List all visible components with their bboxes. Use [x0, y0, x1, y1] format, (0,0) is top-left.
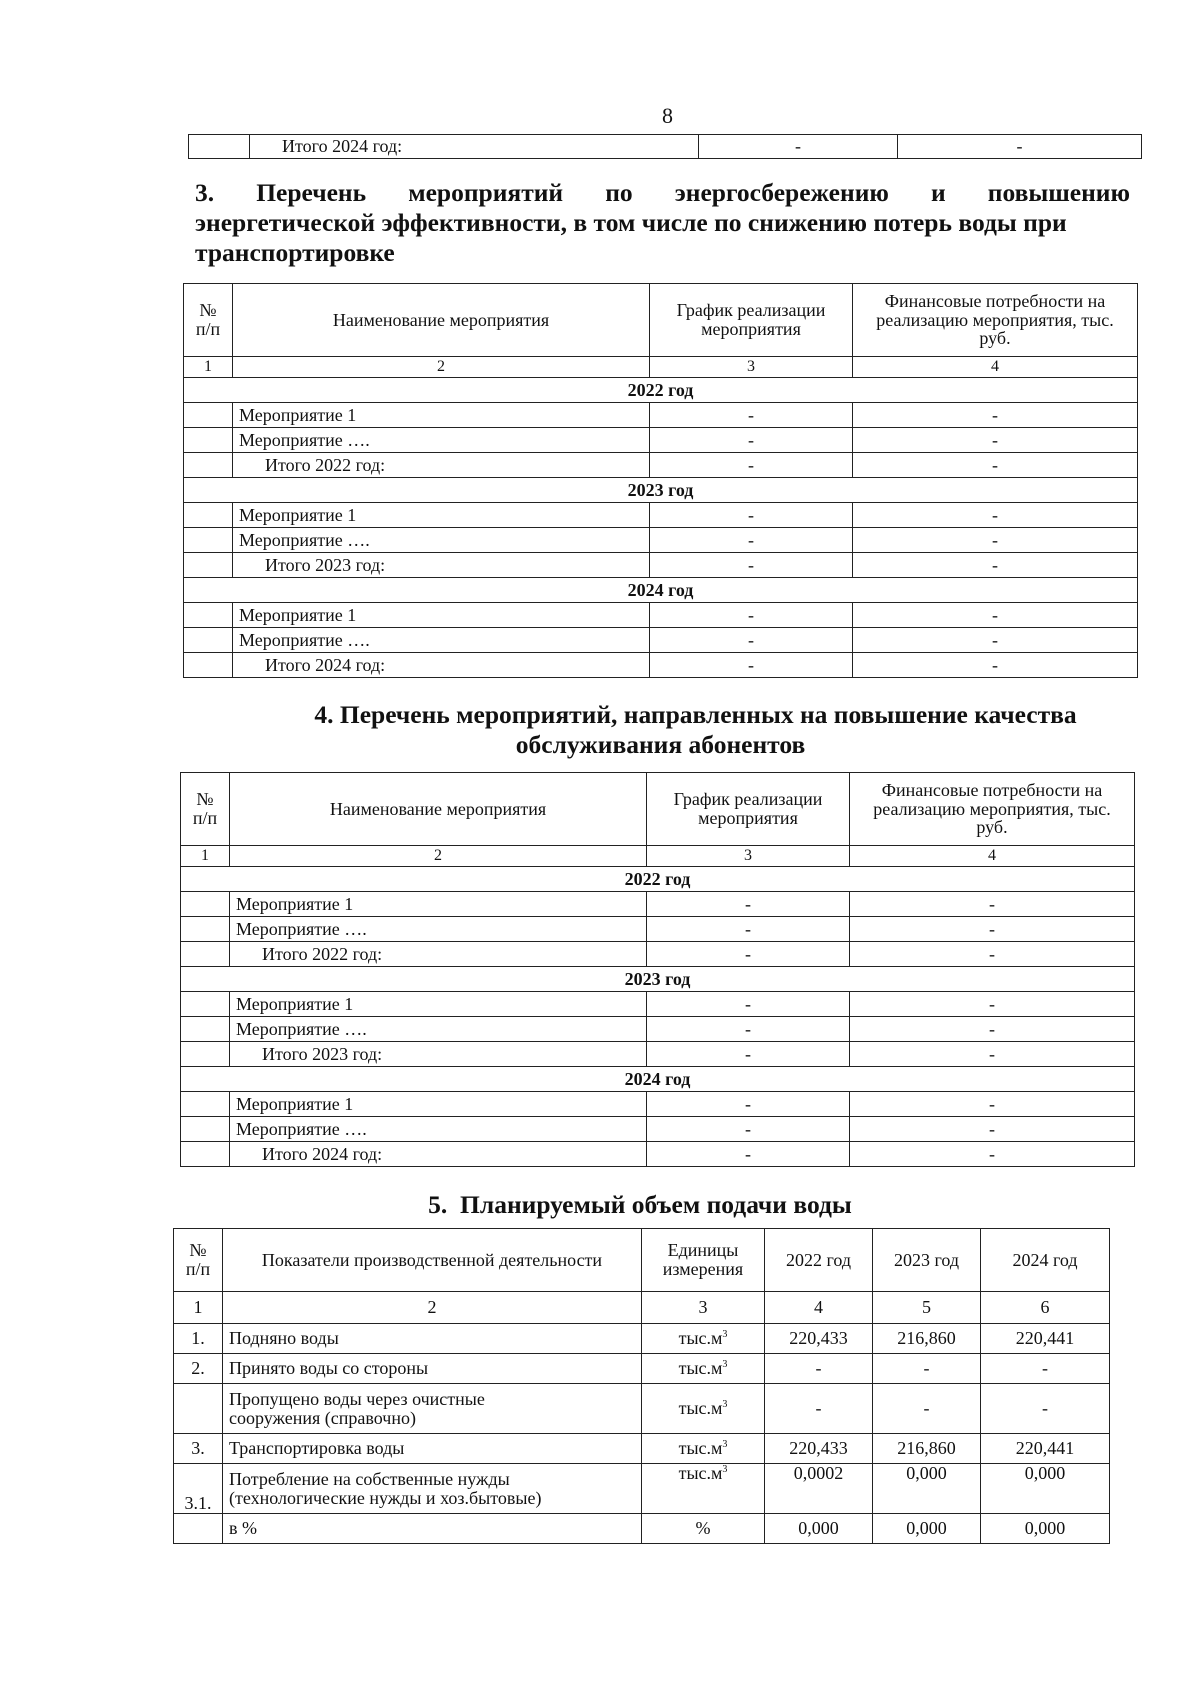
- header-indicator: Показатели производственной деятельности: [223, 1229, 642, 1292]
- index-cell: 5: [873, 1292, 981, 1324]
- index-cell: 4: [765, 1292, 873, 1324]
- row-indicator: Принято воды со стороны: [223, 1354, 642, 1384]
- table-cell: [184, 503, 233, 528]
- total-label: Итого 2022 год:: [230, 942, 647, 967]
- activity-name: Мероприятие 1: [230, 1092, 647, 1117]
- total-schedule: -: [647, 1142, 850, 1167]
- index-cell: 2: [223, 1292, 642, 1324]
- index-cell: 6: [981, 1292, 1110, 1324]
- value-2024: 220,441: [981, 1324, 1110, 1354]
- table-cell: [181, 992, 230, 1017]
- row-num: 2.: [174, 1354, 223, 1384]
- title-word: мероприятий: [408, 178, 564, 207]
- value-2022: 220,433: [765, 1434, 873, 1464]
- table-cell: [184, 653, 233, 678]
- activity-name: Мероприятие 1: [233, 603, 650, 628]
- activity-name: Мероприятие 1: [233, 503, 650, 528]
- header-2022: 2022 год: [765, 1229, 873, 1292]
- row-unit: $тыс.м^3$: [642, 1324, 765, 1354]
- value-2022: 220,433: [765, 1324, 873, 1354]
- activity-finance: -: [853, 403, 1138, 428]
- title-word: 3.: [195, 178, 215, 207]
- table-cell: [189, 135, 250, 159]
- value-2023: -: [873, 1384, 981, 1434]
- index-cell: 2: [233, 357, 650, 378]
- row-unit: $тыс.м^3$: [642, 1354, 765, 1384]
- year-row: 2022 год: [181, 867, 1135, 892]
- total-schedule: -: [650, 653, 853, 678]
- activity-name: Мероприятие ….: [233, 428, 650, 453]
- table-cell: [181, 892, 230, 917]
- total-label: Итого 2022 год:: [233, 453, 650, 478]
- table-cell: [184, 528, 233, 553]
- table-cell: [184, 403, 233, 428]
- table-cell: [184, 628, 233, 653]
- header-num: № п/п: [174, 1229, 223, 1292]
- table-cell: [181, 1117, 230, 1142]
- header-name: Наименование мероприятия: [233, 284, 650, 357]
- table-cell: [184, 453, 233, 478]
- activity-finance: -: [853, 428, 1138, 453]
- total-schedule: -: [650, 553, 853, 578]
- index-cell: 1: [184, 357, 233, 378]
- section-3-table: [183, 283, 1138, 678]
- carryover-table: [188, 134, 1142, 159]
- activity-finance: -: [853, 628, 1138, 653]
- value-2022: 0,0002: [765, 1464, 873, 1514]
- table-cell: [181, 1092, 230, 1117]
- table-cell: [181, 917, 230, 942]
- activity-schedule: -: [650, 603, 853, 628]
- activity-finance: -: [850, 992, 1135, 1017]
- activity-schedule: -: [647, 992, 850, 1017]
- year-row: 2024 год: [184, 578, 1138, 603]
- title-line: 4. Перечень мероприятий, направленных на повышение качества: [314, 700, 1077, 729]
- value-2022: 0,000: [765, 1514, 873, 1544]
- year-row: 2023 год: [184, 478, 1138, 503]
- total-label: Итого 2023 год:: [233, 553, 650, 578]
- year-row: 2024 год: [181, 1067, 1135, 1092]
- year-row: 2022 год: [184, 378, 1138, 403]
- row-num: [174, 1384, 223, 1434]
- header-schedule: График реализации мероприятия: [650, 284, 853, 357]
- index-cell: 1: [174, 1292, 223, 1324]
- row-unit: $тыс.м^3$: [642, 1464, 765, 1514]
- total-label: Итого 2024 год:: [233, 653, 650, 678]
- header-unit: Единицы измерения: [642, 1229, 765, 1292]
- table-cell: [181, 1142, 230, 1167]
- header-finance: Финансовые потребности на реализацию мероприятия, тыс. руб.: [850, 773, 1135, 846]
- activity-schedule: -: [650, 403, 853, 428]
- total-finance: -: [850, 942, 1135, 967]
- table-cell: [184, 553, 233, 578]
- value-2023: -: [873, 1354, 981, 1384]
- activity-schedule: -: [647, 917, 850, 942]
- title-word: и: [930, 178, 946, 207]
- activity-name: Мероприятие ….: [230, 1117, 647, 1142]
- row-num: 1.: [174, 1324, 223, 1354]
- activity-finance: -: [853, 503, 1138, 528]
- value-2023: 0,000: [873, 1514, 981, 1544]
- header-num: № п/п: [181, 773, 230, 846]
- table-cell: -: [699, 135, 898, 159]
- index-cell: 3: [647, 846, 850, 867]
- total-finance: -: [850, 1142, 1135, 1167]
- value-2024: 220,441: [981, 1434, 1110, 1464]
- activity-finance: -: [853, 603, 1138, 628]
- header-finance: Финансовые потребности на реализацию мероприятия, тыс. руб.: [853, 284, 1138, 357]
- row-unit: %: [642, 1514, 765, 1544]
- activity-name: Мероприятие 1: [233, 403, 650, 428]
- row-unit: $тыс.м^3$: [642, 1384, 765, 1434]
- total-label: Итого 2024 год:: [230, 1142, 647, 1167]
- table-cell: [184, 428, 233, 453]
- header-name: Наименование мероприятия: [230, 773, 647, 846]
- section-5-table: [173, 1228, 1110, 1544]
- year-row: 2023 год: [181, 967, 1135, 992]
- activity-finance: -: [853, 528, 1138, 553]
- table-cell: [184, 603, 233, 628]
- title-word: Перечень: [256, 178, 367, 207]
- value-2022: -: [765, 1354, 873, 1384]
- table-cell: [181, 1042, 230, 1067]
- section-3-title: [195, 178, 1130, 268]
- section-4-title: [183, 700, 1138, 760]
- row-unit: $тыс.м^3$: [642, 1434, 765, 1464]
- total-schedule: -: [650, 453, 853, 478]
- header-2024: 2024 год: [981, 1229, 1110, 1292]
- table-cell: [181, 942, 230, 967]
- value-2023: 216,860: [873, 1324, 981, 1354]
- value-2024: -: [981, 1384, 1110, 1434]
- activity-finance: -: [850, 917, 1135, 942]
- page-number: 8: [662, 103, 673, 128]
- index-cell: 3: [650, 357, 853, 378]
- activity-finance: -: [850, 1117, 1135, 1142]
- activity-schedule: -: [650, 628, 853, 653]
- section-4-table: [180, 772, 1135, 1167]
- activity-schedule: -: [650, 503, 853, 528]
- total-label: Итого 2023 год:: [230, 1042, 647, 1067]
- total-finance: -: [853, 653, 1138, 678]
- activity-finance: -: [850, 1017, 1135, 1042]
- activity-schedule: -: [650, 428, 853, 453]
- table-cell: [181, 1017, 230, 1042]
- index-cell: 2: [230, 846, 647, 867]
- title-word: повышению: [987, 178, 1130, 207]
- activity-name: Мероприятие ….: [230, 1017, 647, 1042]
- row-indicator: Подняно воды: [223, 1324, 642, 1354]
- value-2023: 0,000: [873, 1464, 981, 1514]
- row-indicator: Транспортировка воды: [223, 1434, 642, 1464]
- title-line: транспортировке: [195, 238, 395, 267]
- title-line: обслуживания абонентов: [515, 730, 806, 759]
- activity-schedule: -: [650, 528, 853, 553]
- activity-name: Мероприятие 1: [230, 892, 647, 917]
- title-line: энергетической эффективности, в том числе по снижению потерь воды при: [195, 208, 1067, 237]
- header-2023: 2023 год: [873, 1229, 981, 1292]
- row-num: 3.: [174, 1434, 223, 1464]
- activity-name: Мероприятие ….: [230, 917, 647, 942]
- row-indicator: Потребление на собственные нужды (технологические нужды и хоз.бытовые): [223, 1464, 642, 1514]
- activity-finance: -: [850, 892, 1135, 917]
- row-indicator: Пропущено воды через очистные сооружения (справочно): [223, 1384, 642, 1434]
- activity-schedule: -: [647, 1092, 850, 1117]
- activity-schedule: -: [647, 892, 850, 917]
- value-2024: 0,000: [981, 1514, 1110, 1544]
- total-label: Итого 2024 год:: [250, 135, 699, 159]
- index-cell: 1: [181, 846, 230, 867]
- header-num: № п/п: [184, 284, 233, 357]
- row-indicator: в %: [223, 1514, 642, 1544]
- section-5-title: 5. Планируемый объем подачи воды: [428, 1190, 852, 1219]
- value-2022: -: [765, 1384, 873, 1434]
- total-schedule: -: [647, 942, 850, 967]
- value-2023: 216,860: [873, 1434, 981, 1464]
- total-finance: -: [853, 553, 1138, 578]
- title-line: [195, 178, 1130, 208]
- index-cell: 3: [642, 1292, 765, 1324]
- index-cell: 4: [853, 357, 1138, 378]
- activity-schedule: -: [647, 1017, 850, 1042]
- index-cell: 4: [850, 846, 1135, 867]
- total-finance: -: [850, 1042, 1135, 1067]
- total-finance: -: [853, 453, 1138, 478]
- value-2024: -: [981, 1354, 1110, 1384]
- activity-name: Мероприятие 1: [230, 992, 647, 1017]
- activity-name: Мероприятие ….: [233, 528, 650, 553]
- value-2024: 0,000: [981, 1464, 1110, 1514]
- row-num: [174, 1514, 223, 1544]
- row-num: 3.1.: [174, 1464, 223, 1514]
- header-schedule: График реализации мероприятия: [647, 773, 850, 846]
- table-cell: -: [898, 135, 1142, 159]
- activity-name: Мероприятие ….: [233, 628, 650, 653]
- total-schedule: -: [647, 1042, 850, 1067]
- title-word: энергосбережению: [674, 178, 889, 207]
- title-word: по: [605, 178, 633, 207]
- activity-schedule: -: [647, 1117, 850, 1142]
- activity-finance: -: [850, 1092, 1135, 1117]
